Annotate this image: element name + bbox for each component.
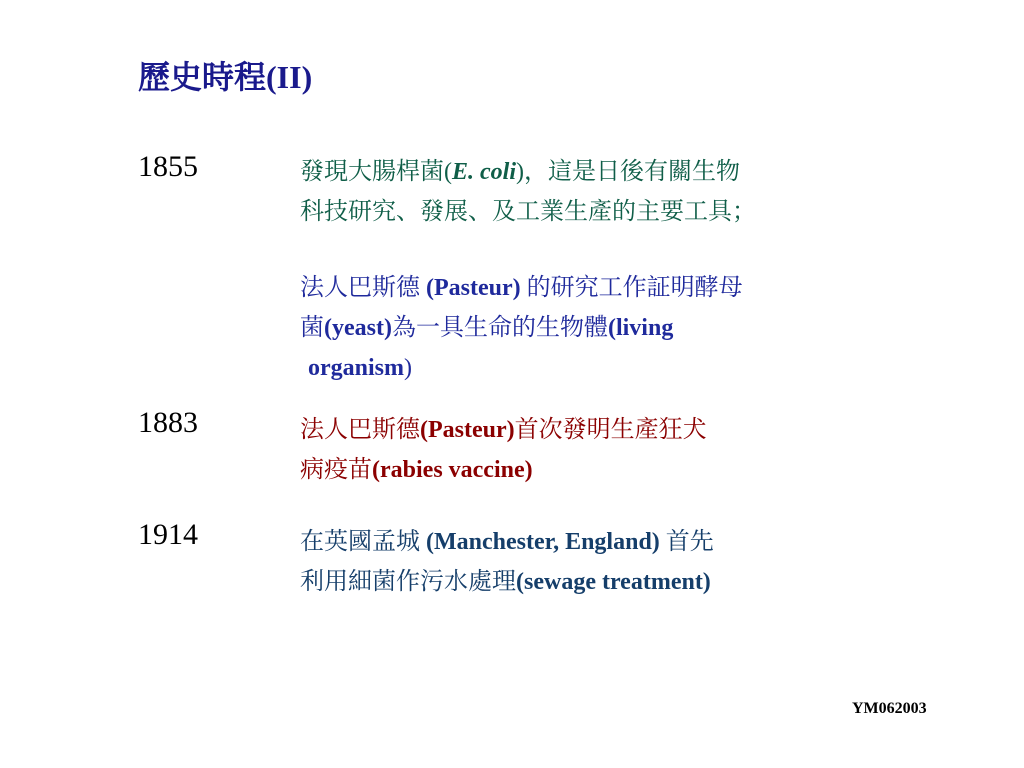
footer-code: YM062003 [852,700,927,717]
entry-text: ) [404,355,412,381]
entry-line [300,562,960,602]
entry-text: 病疫苗 [300,457,372,483]
entry-text: 的研究工作証明酵母 [520,275,743,301]
entry-1883-rabies [300,410,960,490]
year-1914: 1914 [138,518,198,551]
entry-line [300,152,960,192]
entry-1855-pasteur-yeast [300,268,960,388]
entry-text-bold: (Pasteur) [426,275,521,301]
entry-line [300,410,960,450]
entry-line [300,268,960,308]
entry-text: 為一具生命的生物體 [391,315,608,341]
entry-1855-ecoli [300,152,960,232]
entry-text-bold: organism [308,355,404,381]
entry-text: 法人巴斯德 [300,417,420,443]
page-title [138,52,312,98]
entry-line [300,192,960,232]
year-1855: 1855 [138,150,198,183]
title-chinese: 歷史時程 [138,59,267,95]
entry-text-bold: (Pasteur) [420,417,515,443]
year-1883: 1883 [138,406,198,439]
entry-text: 在英國孟城 [300,529,426,555]
entry-text: 首次發明生產狂犬 [514,417,707,443]
entry-line [300,348,960,388]
entry-text: )，這是日後有關生物 [516,159,740,185]
entry-text-bold: (yeast) [324,315,392,341]
entry-text: 發現大腸桿菌( [300,159,452,185]
entry-1914-sewage [300,522,960,602]
entry-text: 科技研究、發展、及工業生產的主要工具； [300,199,756,225]
entry-text-italic: E. coli [452,159,516,185]
entry-line [300,308,960,348]
entry-line [300,522,960,562]
entry-text-bold: (living [607,315,674,341]
entry-line [300,450,960,490]
entry-text-bold: (sewage treatment) [516,569,711,595]
entry-text: 首先 [659,529,714,555]
entry-text: 菌 [300,315,324,341]
entry-text-bold: (rabies vaccine) [372,457,533,483]
entry-text: 利用細菌作污水處理 [300,569,516,595]
entry-text-bold: (Manchester, England) [426,529,660,555]
entry-text: 法人巴斯德 [300,275,426,301]
title-suffix: (II) [266,59,313,95]
